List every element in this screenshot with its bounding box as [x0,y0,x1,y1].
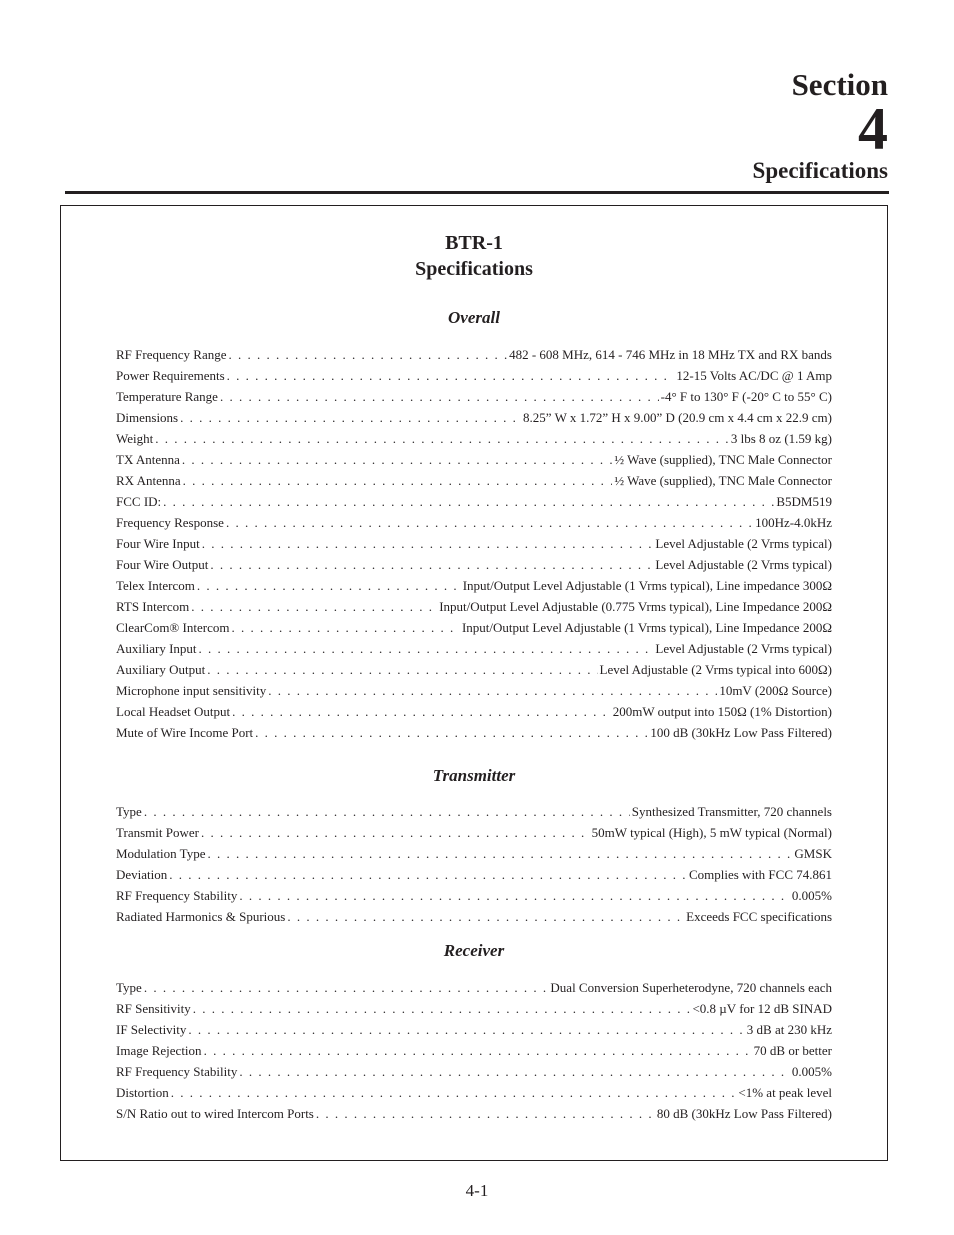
spec-value: 0.005% [791,888,832,903]
dot-leader [183,470,613,491]
dot-leader [228,344,507,365]
spec-label: RF Frequency Stability [116,1064,238,1079]
spec-row [116,365,832,386]
spec-value: ½ Wave (supplied), TNC Male Connector [614,473,832,488]
spec-value: 70 dB or better [753,1043,832,1058]
dot-leader [204,1040,752,1061]
spec-label: Auxiliary Input [116,641,197,656]
spec-label: Four Wire Output [116,557,209,572]
spec-row [116,1103,832,1124]
transmitter-spec-list [116,801,832,927]
spec-label: Distortion [116,1085,169,1100]
spec-label: Transmit Power [116,825,199,840]
spec-value: Level Adjustable (2 Vrms typical into 600Ω) [599,662,832,677]
spec-label: Four Wire Input [116,536,200,551]
spec-label: Type [116,804,142,819]
dot-leader [316,1103,655,1124]
spec-value: Dual Conversion Superheterodyne, 720 channels each [550,980,832,995]
spec-value: 100Hz-4.0kHz [755,515,832,530]
spec-value: Complies with FCC 74.861 [688,867,832,882]
dot-leader [287,906,684,927]
dot-leader [171,1082,737,1103]
spec-label: ClearCom® Intercom [116,620,230,635]
spec-value: Level Adjustable (2 Vrms typical) [655,557,832,572]
spec-row [116,428,832,449]
spec-row [116,722,832,743]
spec-row [116,906,832,927]
spec-label: Telex Intercom [116,578,195,593]
dot-leader [227,365,675,386]
spec-row [116,533,832,554]
spec-row [116,344,832,365]
spec-row [116,575,832,596]
spec-value: Input/Output Level Adjustable (1 Vrms typical), Line impedance 300Ω [462,578,832,593]
spec-label: Local Headset Output [116,704,231,719]
receiver-spec-list [116,977,832,1124]
spec-row [116,386,832,407]
spec-value: ½ Wave (supplied), TNC Male Connector [614,452,832,467]
spec-value: 100 dB (30kHz Low Pass Filtered) [650,725,832,740]
spec-row [116,596,832,617]
spec-label: Type [116,980,142,995]
spec-row [116,659,832,680]
receiver-heading: Receiver [443,941,505,960]
spec-value: Exceeds FCC specifications [686,909,832,924]
spec-row [116,998,832,1019]
spec-value: Input/Output Level Adjustable (0.775 Vrms typical), Line Impedance 200Ω [439,599,832,614]
spec-label: Frequency Response [116,515,224,530]
dot-leader [191,596,437,617]
spec-value: <1% at peak level [738,1085,832,1100]
spec-value: GMSK [794,846,832,861]
spec-label: RF Sensitivity [116,1001,191,1016]
spec-value: 80 dB (30kHz Low Pass Filtered) [656,1106,832,1121]
overall-heading: Overall [448,308,500,327]
spec-row [116,491,832,512]
spec-label: Dimensions [116,410,179,425]
spec-value: 3 dB at 230 kHz [746,1022,832,1037]
product-subtitle: Specifications [415,258,533,280]
dot-leader [193,998,691,1019]
spec-row [116,843,832,864]
spec-row [116,822,832,843]
dot-leader [231,617,459,638]
dot-leader [144,977,549,998]
spec-label: Auxiliary Output [116,662,206,677]
spec-label: Weight [116,431,154,446]
dot-leader [169,864,687,885]
spec-row [116,1019,832,1040]
spec-row [116,701,832,722]
spec-label: Power Requirements [116,368,225,383]
spec-row [116,470,832,491]
spec-label: RX Antenna [116,473,181,488]
dot-leader [155,428,729,449]
spec-value: 50mW typical (High), 5 mW typical (Normal) [591,825,832,840]
spec-value: 10mV (200Ω Source) [719,683,832,698]
spec-value: B5DM519 [776,494,832,509]
dot-leader [239,885,790,906]
section-label: Section [791,67,888,102]
spec-row [116,449,832,470]
overall-spec-list [116,344,832,743]
spec-label: Mute of Wire Income Port [116,725,254,740]
spec-value: Level Adjustable (2 Vrms typical) [655,641,832,656]
dot-leader [255,722,648,743]
dot-leader [232,701,611,722]
spec-row [116,1082,832,1103]
spec-label: S/N Ratio out to wired Intercom Ports [116,1106,314,1121]
spec-label: Microphone input sensitivity [116,683,267,698]
dot-leader [180,407,521,428]
spec-value: 200mW output into 150Ω (1% Distortion) [612,704,832,719]
spec-label: IF Selectivity [116,1022,187,1037]
transmitter-heading: Transmitter [432,766,516,785]
spec-row [116,680,832,701]
spec-label: RF Frequency Range [116,347,227,362]
dot-leader [197,575,461,596]
spec-row [116,864,832,885]
spec-row [116,801,832,822]
spec-value: 8.25” W x 1.72” H x 9.00” D (20.9 cm x 4.4 cm x 22.9 cm) [523,410,832,425]
dot-leader [163,491,774,512]
dot-leader [201,822,590,843]
spec-value: <0.8 µV for 12 dB SINAD [692,1001,832,1016]
header-rule [65,191,889,194]
spec-value: 482 - 608 MHz, 614 - 746 MHz in 18 MHz TX and RX bands [509,347,832,362]
dot-leader [199,638,654,659]
spec-row [116,1061,832,1082]
spec-label: Radiated Harmonics & Spurious [116,909,286,924]
spec-row [116,885,832,906]
section-title: Specifications [752,158,888,183]
spec-row [116,638,832,659]
dot-leader [268,680,717,701]
spec-label: RF Frequency Stability [116,888,238,903]
spec-label: FCC ID: [116,494,162,509]
spec-row [116,1040,832,1061]
spec-row [116,977,832,998]
page-number: 4-1 [465,1181,489,1200]
dot-leader [220,386,659,407]
spec-value: 3 lbs 8 oz (1.59 kg) [730,431,832,446]
section-number: 4 [858,96,888,162]
dot-leader [188,1019,744,1040]
dot-leader [210,554,653,575]
spec-label: Deviation [116,867,168,882]
spec-value: Level Adjustable (2 Vrms typical) [655,536,832,551]
spec-value: -4° F to 130° F (-20° C to 55° C) [660,389,832,404]
spec-label: TX Antenna [116,452,180,467]
dot-leader [207,843,792,864]
spec-label: RTS Intercom [116,599,190,614]
spec-row [116,407,832,428]
spec-label: Temperature Range [116,389,218,404]
spec-value: 12-15 Volts AC/DC @ 1 Amp [676,368,832,383]
spec-label: Image Rejection [116,1043,202,1058]
dot-leader [202,533,654,554]
product-title: BTR-1 [445,232,503,254]
dot-leader [182,449,612,470]
spec-row [116,554,832,575]
dot-leader [207,659,597,680]
dot-leader [226,512,753,533]
spec-value: 0.005% [791,1064,832,1079]
spec-row [116,512,832,533]
spec-value: Synthesized Transmitter, 720 channels [631,804,832,819]
spec-row [116,617,832,638]
dot-leader [239,1061,790,1082]
dot-leader [144,801,630,822]
spec-value: Input/Output Level Adjustable (1 Vrms typical), Line Impedance 200Ω [461,620,832,635]
spec-label: Modulation Type [116,846,206,861]
